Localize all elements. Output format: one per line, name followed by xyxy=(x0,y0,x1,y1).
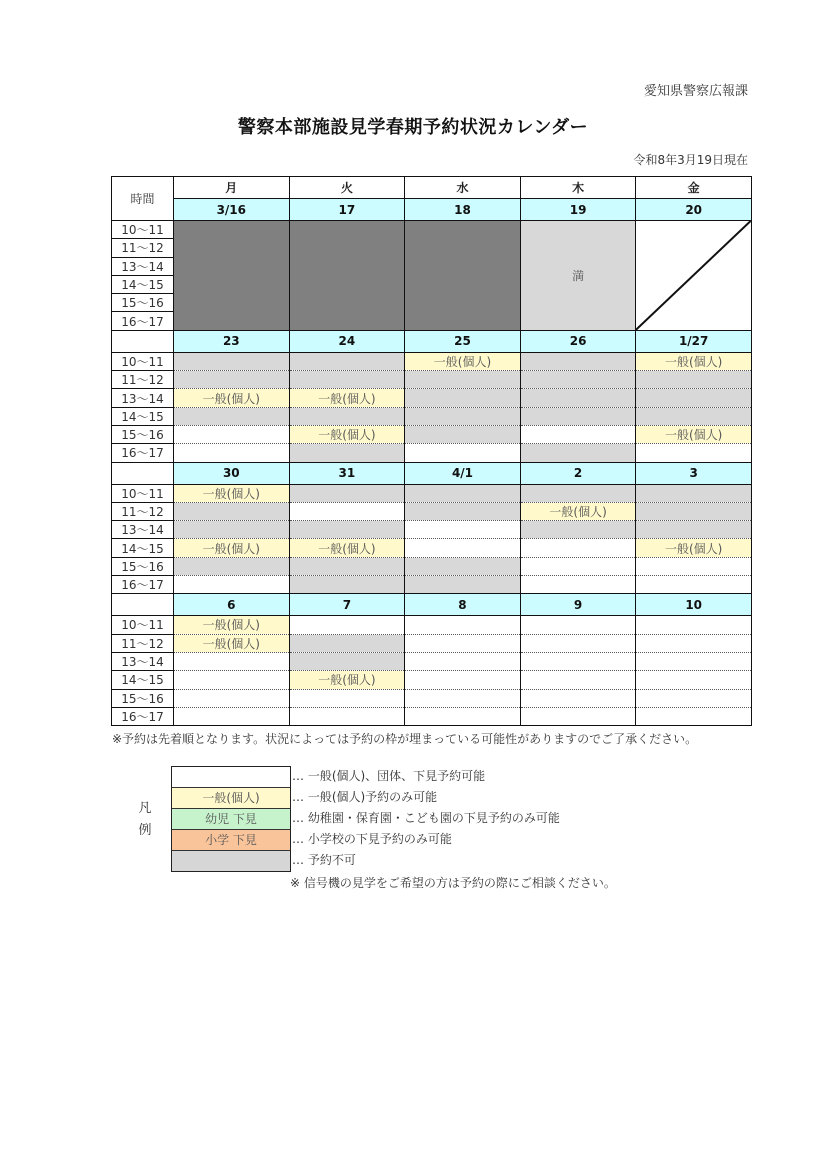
slot-available xyxy=(174,689,290,707)
slot-unavailable xyxy=(289,521,405,539)
slot-available xyxy=(405,521,521,539)
slot-unavailable xyxy=(289,576,405,594)
legend-swatch-unavailable xyxy=(172,851,290,871)
slot-general-only: 一般(個人) xyxy=(174,484,290,502)
slot-general-only: 一般(個人) xyxy=(520,502,636,520)
time-slot-label: 16～17 xyxy=(112,707,174,725)
slot-unavailable xyxy=(405,502,521,520)
slot-available xyxy=(636,689,752,707)
slot-available xyxy=(289,502,405,520)
time-slot-row xyxy=(112,444,752,462)
legend-footnote: ※ 信号機の見学をご希望の方は予約の際にご相談ください。 xyxy=(290,876,616,890)
time-slot-label: 15～16 xyxy=(112,557,174,575)
time-slot-label: 10～11 xyxy=(112,484,174,502)
slot-available xyxy=(636,671,752,689)
slot-available xyxy=(405,671,521,689)
legend-label-text: 凡例 xyxy=(138,801,152,838)
slot-available xyxy=(520,652,636,670)
slot-unavailable xyxy=(289,557,405,575)
slot-unavailable xyxy=(636,389,752,407)
slot-available xyxy=(520,634,636,652)
time-column-blank xyxy=(112,594,174,616)
slot-unavailable xyxy=(174,521,290,539)
slot-available xyxy=(636,616,752,634)
time-slot-label: 10～11 xyxy=(112,352,174,370)
slot-unavailable xyxy=(636,407,752,425)
slot-available xyxy=(636,652,752,670)
time-slot-label: 11～12 xyxy=(112,371,174,389)
legend-swatch-available xyxy=(172,767,290,788)
closed-day-cell xyxy=(289,221,405,331)
date-cell: 19 xyxy=(520,199,636,221)
weekday-wed: 水 xyxy=(405,177,521,199)
slot-unavailable xyxy=(405,557,521,575)
slot-available xyxy=(174,707,290,725)
slot-available xyxy=(289,689,405,707)
slot-available xyxy=(289,616,405,634)
legend-descriptions xyxy=(292,766,560,871)
time-slot-label: 14～15 xyxy=(112,407,174,425)
date-cell: 7 xyxy=(289,594,405,616)
date-cell: 20 xyxy=(636,199,752,221)
slot-available xyxy=(405,539,521,557)
time-slot-row xyxy=(112,689,752,707)
slot-available xyxy=(636,634,752,652)
slot-available xyxy=(405,616,521,634)
reservation-calendar xyxy=(111,176,752,726)
weekday-thu: 木 xyxy=(520,177,636,199)
legend-desc-unavailable: … 予約不可 xyxy=(292,853,356,867)
slot-available xyxy=(520,576,636,594)
slot-general-only: 一般(個人) xyxy=(174,539,290,557)
slot-general-only: 一般(個人) xyxy=(289,539,405,557)
slot-available xyxy=(636,444,752,462)
time-slot-label: 13～14 xyxy=(112,521,174,539)
slot-available xyxy=(520,671,636,689)
time-slot-label: 15～16 xyxy=(112,425,174,443)
slot-available xyxy=(520,425,636,443)
slot-general-only: 一般(個人) xyxy=(636,425,752,443)
time-slot-row xyxy=(112,557,752,575)
time-slot-row xyxy=(112,616,752,634)
full-label: 満 xyxy=(572,268,585,283)
slot-unavailable xyxy=(174,352,290,370)
slot-unavailable xyxy=(520,484,636,502)
time-slot-label: 11～12 xyxy=(112,634,174,652)
slot-unavailable xyxy=(520,352,636,370)
time-slot-row xyxy=(112,502,752,520)
slot-available xyxy=(636,707,752,725)
date-row xyxy=(112,462,752,484)
slot-available xyxy=(636,576,752,594)
slot-unavailable xyxy=(289,352,405,370)
time-slot-row xyxy=(112,425,752,443)
time-slot-label: 14～15 xyxy=(112,539,174,557)
slot-general-only: 一般(個人) xyxy=(636,352,752,370)
time-header: 時間 xyxy=(112,177,174,221)
time-slot-row xyxy=(112,484,752,502)
slot-available xyxy=(520,557,636,575)
slot-general-only: 一般(個人) xyxy=(289,671,405,689)
no-service-cell xyxy=(636,221,752,331)
weekday-mon: 月 xyxy=(174,177,290,199)
date-cell: 8 xyxy=(405,594,521,616)
date-row xyxy=(112,594,752,616)
legend-swatch-kindergarten: 幼児 下見 xyxy=(172,809,290,830)
organization-name: 愛知県警察広報課 xyxy=(643,84,748,99)
time-slot-row xyxy=(112,221,752,239)
date-cell: 26 xyxy=(520,330,636,352)
time-slot-label: 11～12 xyxy=(112,239,174,257)
slot-available xyxy=(405,707,521,725)
slot-unavailable xyxy=(289,484,405,502)
date-cell: 23 xyxy=(174,330,290,352)
time-slot-label: 16～17 xyxy=(112,444,174,462)
date-cell: 3 xyxy=(636,462,752,484)
slot-available xyxy=(405,634,521,652)
time-slot-label: 13～14 xyxy=(112,257,174,275)
date-cell: 24 xyxy=(289,330,405,352)
date-cell: 9 xyxy=(520,594,636,616)
slot-available xyxy=(405,652,521,670)
date-cell: 6 xyxy=(174,594,290,616)
slot-unavailable xyxy=(405,425,521,443)
slot-unavailable xyxy=(405,407,521,425)
slot-unavailable xyxy=(405,484,521,502)
slot-unavailable xyxy=(289,407,405,425)
slot-unavailable xyxy=(520,521,636,539)
date-row xyxy=(112,330,752,352)
slot-general-only: 一般(個人) xyxy=(636,539,752,557)
slot-unavailable xyxy=(174,557,290,575)
slot-unavailable xyxy=(520,371,636,389)
slot-unavailable xyxy=(520,444,636,462)
time-slot-label: 10～11 xyxy=(112,616,174,634)
slot-unavailable xyxy=(636,371,752,389)
slot-unavailable xyxy=(636,521,752,539)
slot-unavailable xyxy=(289,371,405,389)
time-slot-row xyxy=(112,576,752,594)
time-slot-row xyxy=(112,389,752,407)
slot-available xyxy=(520,707,636,725)
legend-swatch-elementary: 小学 下見 xyxy=(172,830,290,851)
slot-unavailable xyxy=(405,389,521,407)
fully-booked-cell xyxy=(520,221,636,331)
slot-unavailable xyxy=(405,371,521,389)
time-slot-row xyxy=(112,671,752,689)
time-slot-label: 14～15 xyxy=(112,275,174,293)
time-slot-label: 14～15 xyxy=(112,671,174,689)
slot-available xyxy=(405,689,521,707)
time-slot-label: 11～12 xyxy=(112,502,174,520)
reservation-note: ※予約は先着順となります。状況によっては予約の枠が埋まっている可能性がありますのでご了承ください。 xyxy=(112,732,698,746)
weekday-fri: 金 xyxy=(636,177,752,199)
time-slot-row xyxy=(112,707,752,725)
slot-general-only: 一般(個人) xyxy=(174,634,290,652)
time-column-blank xyxy=(112,330,174,352)
closed-day-cell xyxy=(405,221,521,331)
time-slot-row xyxy=(112,352,752,370)
legend-desc-general: … 一般(個人)予約のみ可能 xyxy=(292,790,438,804)
slot-available xyxy=(636,557,752,575)
slot-unavailable xyxy=(289,652,405,670)
slot-general-only: 一般(個人) xyxy=(289,425,405,443)
time-slot-row xyxy=(112,634,752,652)
slot-available xyxy=(520,616,636,634)
slot-unavailable xyxy=(636,502,752,520)
slot-general-only: 一般(個人) xyxy=(405,352,521,370)
time-slot-row xyxy=(112,371,752,389)
slot-available xyxy=(174,444,290,462)
date-cell: 10 xyxy=(636,594,752,616)
slot-available xyxy=(520,689,636,707)
time-slot-row xyxy=(112,407,752,425)
page-title: 警察本部施設見学春期予約状況カレンダー xyxy=(237,117,589,138)
as-of-date: 令和8年3月19日現在 xyxy=(633,153,748,167)
time-slot-label: 16～17 xyxy=(112,312,174,330)
closed-day-cell xyxy=(174,221,290,331)
slot-available xyxy=(174,576,290,594)
date-cell: 31 xyxy=(289,462,405,484)
date-cell: 2 xyxy=(520,462,636,484)
slot-available xyxy=(289,707,405,725)
time-slot-label: 13～14 xyxy=(112,389,174,407)
slot-available xyxy=(174,652,290,670)
time-column-blank xyxy=(112,462,174,484)
slot-unavailable xyxy=(636,484,752,502)
slot-available xyxy=(174,425,290,443)
weekday-tue: 火 xyxy=(289,177,405,199)
slot-available xyxy=(174,671,290,689)
slot-available xyxy=(520,539,636,557)
slot-unavailable xyxy=(520,407,636,425)
slot-unavailable xyxy=(289,634,405,652)
slot-unavailable xyxy=(174,502,290,520)
legend-label xyxy=(137,798,153,842)
date-cell: 3/16 xyxy=(174,199,290,221)
slot-unavailable xyxy=(174,371,290,389)
slot-available xyxy=(405,444,521,462)
legend-swatches xyxy=(171,766,291,872)
time-slot-label: 15～16 xyxy=(112,689,174,707)
slot-general-only: 一般(個人) xyxy=(174,616,290,634)
date-cell: 4/1 xyxy=(405,462,521,484)
weekday-header-row xyxy=(112,177,752,199)
time-slot-label: 15～16 xyxy=(112,294,174,312)
date-row xyxy=(112,199,752,221)
date-cell: 17 xyxy=(289,199,405,221)
diagonal-slash-icon xyxy=(636,221,751,330)
time-slot-row xyxy=(112,521,752,539)
time-slot-row xyxy=(112,652,752,670)
date-cell: 1/27 xyxy=(636,330,752,352)
slot-unavailable xyxy=(174,407,290,425)
legend-desc-elementary: … 小学校の下見予約のみ可能 xyxy=(292,832,452,846)
slot-unavailable xyxy=(405,576,521,594)
slot-unavailable xyxy=(520,389,636,407)
date-cell: 25 xyxy=(405,330,521,352)
legend-desc-available: … 一般(個人)、団体、下見予約可能 xyxy=(292,769,486,783)
slot-general-only: 一般(個人) xyxy=(174,389,290,407)
time-slot-row xyxy=(112,539,752,557)
time-slot-label: 13～14 xyxy=(112,652,174,670)
date-cell: 18 xyxy=(405,199,521,221)
date-cell: 30 xyxy=(174,462,290,484)
legend-swatch-general: 一般(個人) xyxy=(172,788,290,809)
legend-desc-kindergarten: … 幼稚園・保育園・こども園の下見予約のみ可能 xyxy=(292,811,560,825)
slot-general-only: 一般(個人) xyxy=(289,389,405,407)
time-slot-label: 16～17 xyxy=(112,576,174,594)
slot-unavailable xyxy=(289,444,405,462)
time-slot-label: 10～11 xyxy=(112,221,174,239)
